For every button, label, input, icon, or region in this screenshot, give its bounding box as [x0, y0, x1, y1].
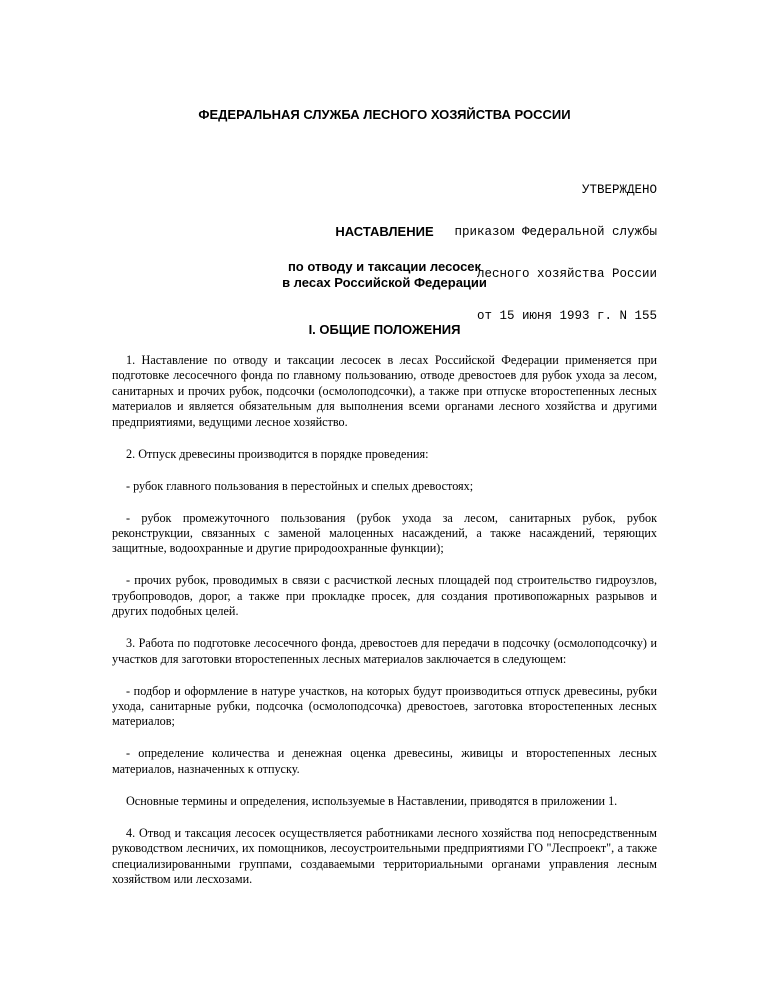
approval-line: лесного хозяйства России: [476, 267, 657, 281]
subtitle-line: по отводу и таксации лесосек: [287, 259, 482, 274]
document-body: [112, 353, 657, 904]
document-title: НАСТАВЛЕНИЕ: [335, 224, 434, 239]
paragraph: - рубок промежуточного пользования (рубок ухода за лесом, санитарных рубок, рубок реконструкции, связанных с заменой малоценных насаждений, а также насаждений, теряющих защитные, водоохранные и другие природоохранные функции);: [112, 510, 657, 556]
approval-line: от 15 июня 1993 г. N 155: [476, 309, 657, 323]
paragraph: - рубок главного пользования в перестойных и спелых древостоях;: [126, 478, 474, 493]
paragraph: 4. Отвод и таксация лесосек осуществляется работниками лесного хозяйства под непосредственным руководством лесничих, их помощников, лесоустроительными предприятиями ГО "Леспроект", а также специализированными группами, создаваемыми территориальными органами управления лесным хозяйством или лесхозами.: [112, 825, 657, 887]
approval-line: УТВЕРЖДЕНО: [581, 183, 657, 197]
paragraph: Основные термины и определения, используемые в Наставлении, приводятся в приложении 1.: [126, 793, 618, 808]
document-subtitle: [112, 259, 657, 291]
subtitle-line: в лесах Российской Федерации: [282, 275, 487, 290]
paragraph: 3. Работа по подготовке лесосечного фонда, древостоев для передачи в подсочку (осмолоподсочку) и участков для заготовки второстепенных лесных материалов заключается в следующем:: [112, 636, 657, 666]
paragraph: 2. Отпуск древесины производится в порядке проведения:: [126, 446, 429, 461]
section-title: I. ОБЩИЕ ПОЛОЖЕНИЯ: [308, 322, 461, 337]
paragraph: - подбор и оформление в натуре участков, на которых будут производиться отпуск древесины, рубки ухода, санитарные рубки, подсочка (осмолоподсочка) древостоев, заготовка второстепенных лесных материалов;: [112, 683, 657, 729]
paragraph: 1. Наставление по отводу и таксации лесосек в лесах Российской Федерации применяется при подготовке лесосечного фонда по главному пользованию, отводе древостоев для рубок ухода за лесом, санитарных и прочих рубок, подсочки (осмолоподсочки), а также при отпуске второстепенных лесных материалов и является обязательным для выполнения всеми органами лесного хозяйства и другими предприятиями, ведущими лесное хозяйство.: [112, 353, 657, 429]
agency-name: ФЕДЕРАЛЬНАЯ СЛУЖБА ЛЕСНОГО ХОЗЯЙСТВА РОССИИ: [198, 107, 571, 122]
paragraph: - прочих рубок, проводимых в связи с расчисткой лесных площадей под строительство гидроузлов, трубопроводов, дорог, а также при прокладке просек, для создания противопожарных разрывов и других подобных целей.: [112, 573, 657, 619]
paragraph: - определение количества и денежная оценка древесины, живицы и второстепенных лесных материалов, назначенных к отпуску.: [112, 746, 657, 776]
approval-line: приказом Федеральной службы: [454, 225, 657, 239]
